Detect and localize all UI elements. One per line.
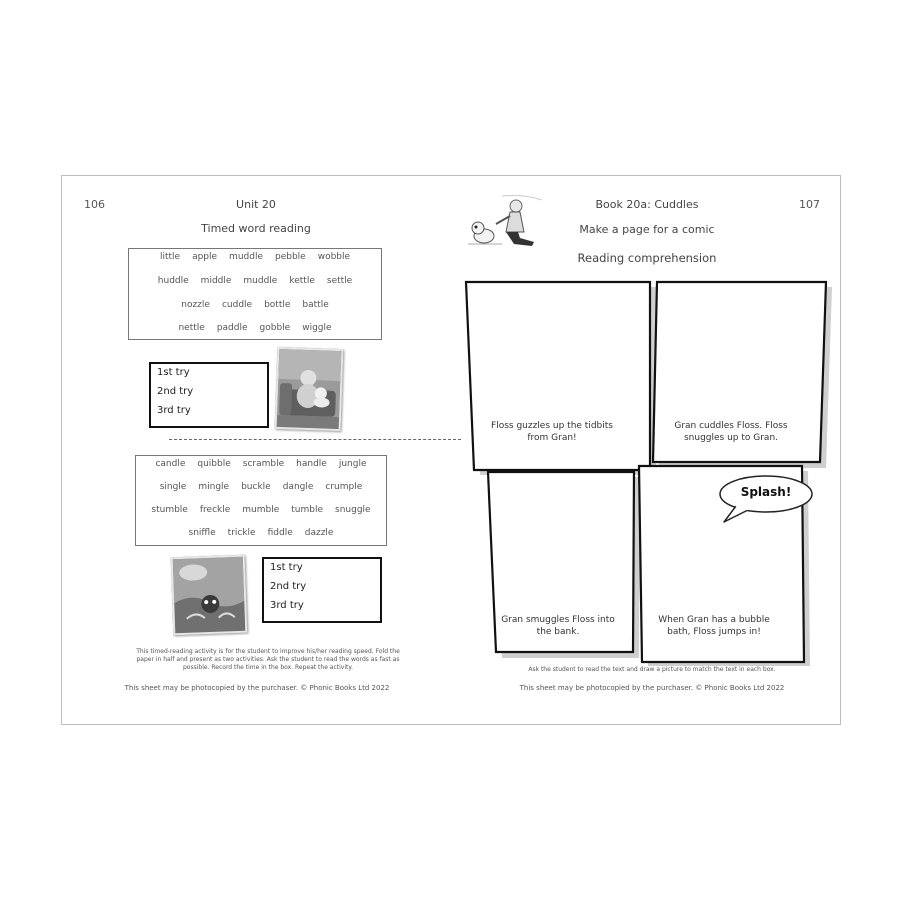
- word: sniffle: [188, 528, 216, 538]
- word: dazzle: [304, 528, 334, 538]
- illustration-water-photo: [171, 555, 248, 636]
- right-copyright: This sheet may be photocopied by the purchaser. © Phonic Books Ltd 2022: [519, 684, 785, 692]
- word: battle: [302, 300, 329, 310]
- illustration-sofa-photo: [275, 347, 344, 431]
- book-spread: [61, 175, 841, 725]
- word-row: [129, 276, 381, 286]
- fold-line: [169, 439, 461, 440]
- word-row: [136, 459, 386, 469]
- word: handle: [296, 459, 327, 469]
- word: jungle: [338, 459, 367, 469]
- word: kettle: [289, 276, 315, 286]
- book-heading: Book 20a: Cuddles: [595, 198, 699, 211]
- comic-title: Make a page for a comic: [579, 223, 715, 236]
- word: stumble: [151, 505, 188, 515]
- panel-caption-3: Gran smuggles Floss into the bank.: [501, 615, 615, 637]
- word: buckle: [241, 482, 271, 492]
- right-page-number: 107: [799, 198, 820, 211]
- gran-and-dog-illustration: [462, 192, 546, 252]
- word: middle: [200, 276, 232, 286]
- word: pebble: [274, 252, 306, 262]
- word: wobble: [317, 252, 351, 262]
- activity-note: This timed-reading activity is for the student to improve his/her reading speed. Fold the paper in half and present as two activities. Ask the student to read the words as fast as possible. Record the time in the box. Repeat the activity.: [136, 648, 400, 671]
- word: mumble: [242, 505, 280, 515]
- word: snuggle: [335, 505, 371, 515]
- word-box-a: [128, 248, 382, 340]
- word: dangle: [282, 482, 314, 492]
- word: apple: [192, 252, 218, 262]
- second-try-label: 2nd try: [270, 581, 307, 592]
- word: gobble: [259, 323, 291, 333]
- water-illustration: [173, 557, 246, 633]
- comic-instruction: Ask the student to read the text and draw a picture to match the text in each box.: [528, 666, 776, 673]
- speech-bubble-text: Splash!: [740, 485, 792, 499]
- word: trickle: [227, 528, 256, 538]
- word: candle: [155, 459, 186, 469]
- word: muddle: [229, 252, 263, 262]
- word: paddle: [216, 323, 248, 333]
- panel-caption-4: When Gran has a bubble bath, Floss jumps in!: [658, 615, 770, 637]
- word: little: [159, 252, 181, 262]
- word: wiggle: [302, 323, 332, 333]
- word-row: [129, 252, 381, 262]
- comic-grid: [460, 276, 840, 666]
- left-copyright: This sheet may be photocopied by the purchaser. © Phonic Books Ltd 2022: [124, 684, 390, 692]
- word: settle: [326, 276, 353, 286]
- word: mingle: [198, 482, 230, 492]
- word-box-b: [135, 455, 387, 546]
- word-row: [136, 528, 386, 538]
- word: huddle: [157, 276, 189, 286]
- word-row: [129, 300, 381, 310]
- word: quibble: [197, 459, 231, 469]
- third-try-label: 3rd try: [157, 405, 191, 416]
- word: bottle: [264, 300, 291, 310]
- word: tumble: [291, 505, 324, 515]
- sofa-illustration: [277, 349, 342, 429]
- word: fiddle: [267, 528, 293, 538]
- second-try-label: 2nd try: [157, 386, 194, 397]
- unit-heading: Unit 20: [236, 198, 276, 211]
- word: cuddle: [221, 300, 253, 310]
- third-try-label: 3rd try: [270, 600, 304, 611]
- word-row: [129, 323, 381, 333]
- try-box-b[interactable]: [262, 557, 382, 623]
- word: nozzle: [181, 300, 210, 310]
- word-row: [136, 505, 386, 515]
- word: crumple: [325, 482, 363, 492]
- word-row: [136, 482, 386, 492]
- word: freckle: [199, 505, 231, 515]
- word: muddle: [243, 276, 278, 286]
- first-try-label: 1st try: [270, 562, 303, 573]
- timed-reading-title: Timed word reading: [201, 222, 311, 235]
- comprehension-subtitle: Reading comprehension: [577, 251, 717, 265]
- word: single: [159, 482, 187, 492]
- word: scramble: [242, 459, 285, 469]
- panel-caption-2: Gran cuddles Floss. Floss snuggles up to Gran.: [674, 421, 788, 443]
- left-page-number: 106: [84, 198, 105, 211]
- first-try-label: 1st try: [157, 367, 190, 378]
- panel-caption-1: Floss guzzles up the tidbits from Gran!: [491, 421, 613, 443]
- try-box-a[interactable]: [149, 362, 269, 428]
- word: nettle: [178, 323, 205, 333]
- speech-bubble: [712, 472, 816, 526]
